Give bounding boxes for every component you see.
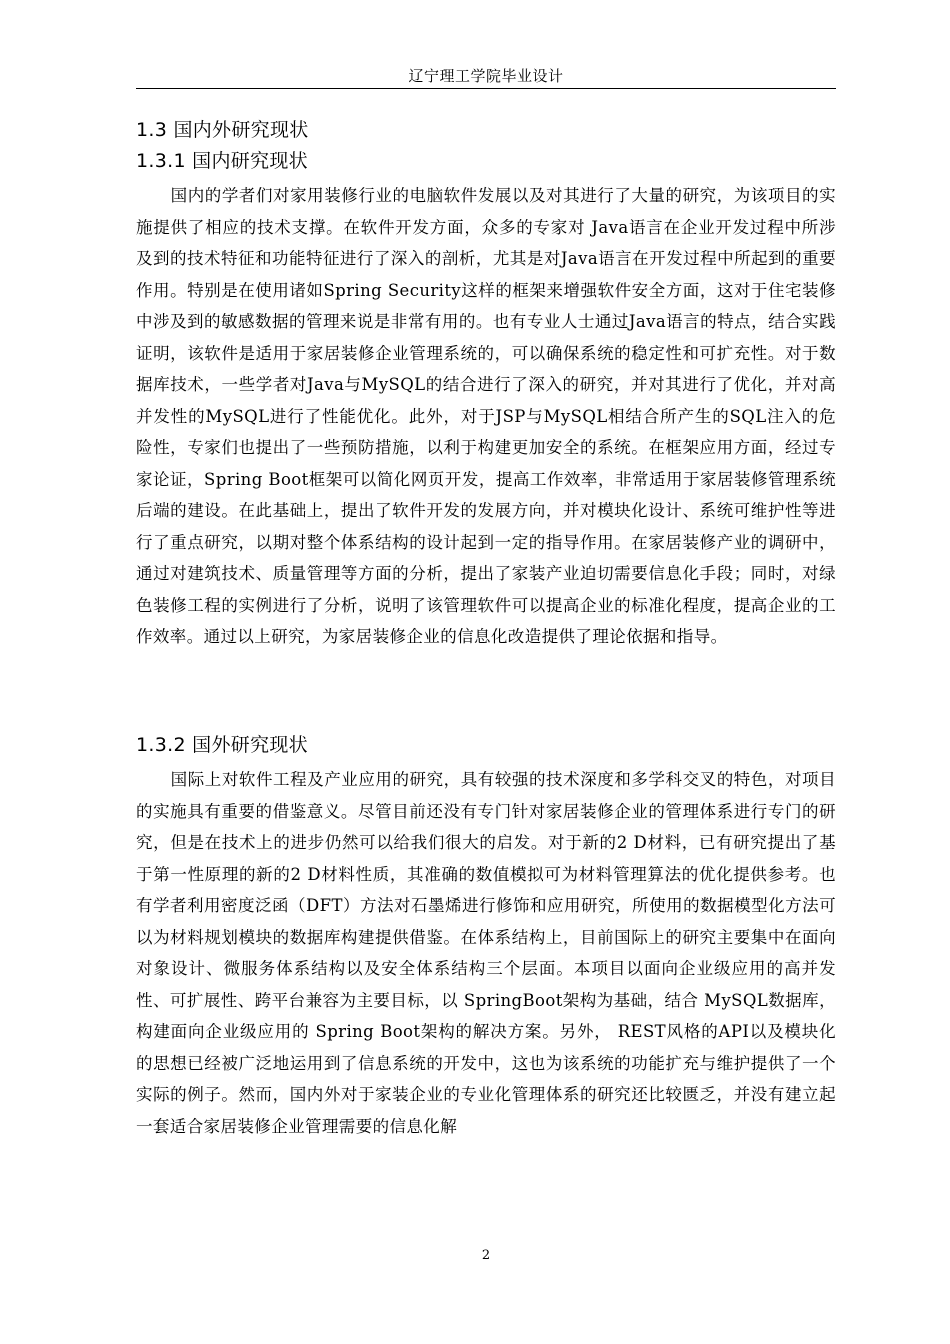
foreign-research-paragraph: 国际上对软件工程及产业应用的研究，具有较强的技术深度和多学科交叉的特色，对项目的实施具有重要的借鉴意义。尽管目前还没有专门针对家居装修企业的管理体系进行专门的研究，但是在技术上的进步仍然可以给我们很大的启发。对于新的2 D材料，已有研究提出了基于第一性原理的新的2 D材料性质，其准确的数值模拟可为材料管理算法的优化提供参考。也有学者利用密度泛函（DFT）方法对石墨烯进行修饰和应用研究，所使用的数据模型化方法可以为材料规划模块的数据库构建提供借鉴。在体系结构上，目前国际上的研究主要集中在面向对象设计、微服务体系结构以及安全体系结构三个层面。本项目以面向企业级应用的高并发性、可扩展性、跨平台兼容为主要目标，以 SpringBoot架构为基础，结合 MySQL数据库，构建面向企业级应用的 Spring Boot架构的解决方案。另外， REST风格的API以及模块化的思想已经被广泛地运用到了信息系统的开发中，这也为该系统的功能扩充与维护提供了一个实际的例子。然而，国内外对于家装企业的专业化管理体系的研究还比较匮乏，并没有建立起一套适合家居装修企业管理需要的信息化解	[136, 770, 836, 1136]
page-number: 2	[481, 1248, 491, 1263]
page-header-title: 辽宁理工学院毕业设计	[408, 67, 564, 85]
section-heading-1-3-1: 1.3.1 国内研究现状	[136, 150, 308, 172]
domestic-research-paragraph: 国内的学者们对家用装修行业的电脑软件发展以及对其进行了大量的研究，为该项目的实施提供了相应的技术支撑。在软件开发方面，众多的专家对 Java语言在企业开发过程中所涉及到的技术特征和功能特征进行了深入的剖析，尤其是对Java语言在开发过程中所起到的重要作用。特别是在使用诸如Spring Security这样的框架来增强软件安全方面，这对于住宅装修中涉及到的敏感数据的管理来说是非常有用的。也有专业人士通过Java语言的特点，结合实践证明，该软件是适用于家居装修企业管理系统的，可以确保系统的稳定性和可扩充性。对于数据库技术，一些学者对Java与MySQL的结合进行了深入的研究，并对其进行了优化，并对高并发性的MySQL进行了性能优化。此外，对于JSP与MySQL相结合所产生的SQL注入的危险性，专家们也提出了一些预防措施，以利于构建更加安全的系统。在框架应用方面，经过专家论证，Spring Boot框架可以简化网页开发，提高工作效率，非常适用于家居装修管理系统后端的建设。在此基础上，提出了软件开发的发展方向，并对模块化设计、系统可维护性等进行了重点研究，以期对整个体系结构的设计起到一定的指导作用。在家居装修产业的调研中，通过对建筑技术、质量管理等方面的分析，提出了家装产业迫切需要信息化手段；同时，对绿色装修工程的实例进行了分析，说明了该管理软件可以提高企业的标准化程度，提高企业的工作效率。通过以上研究，为家居装修企业的信息化改造提供了理论依据和指导。	[136, 186, 836, 646]
section-heading-1-3: 1.3 国内外研究现状	[136, 119, 309, 141]
section-heading-1-3-2: 1.3.2 国外研究现状	[136, 734, 308, 756]
header-divider	[136, 88, 836, 89]
